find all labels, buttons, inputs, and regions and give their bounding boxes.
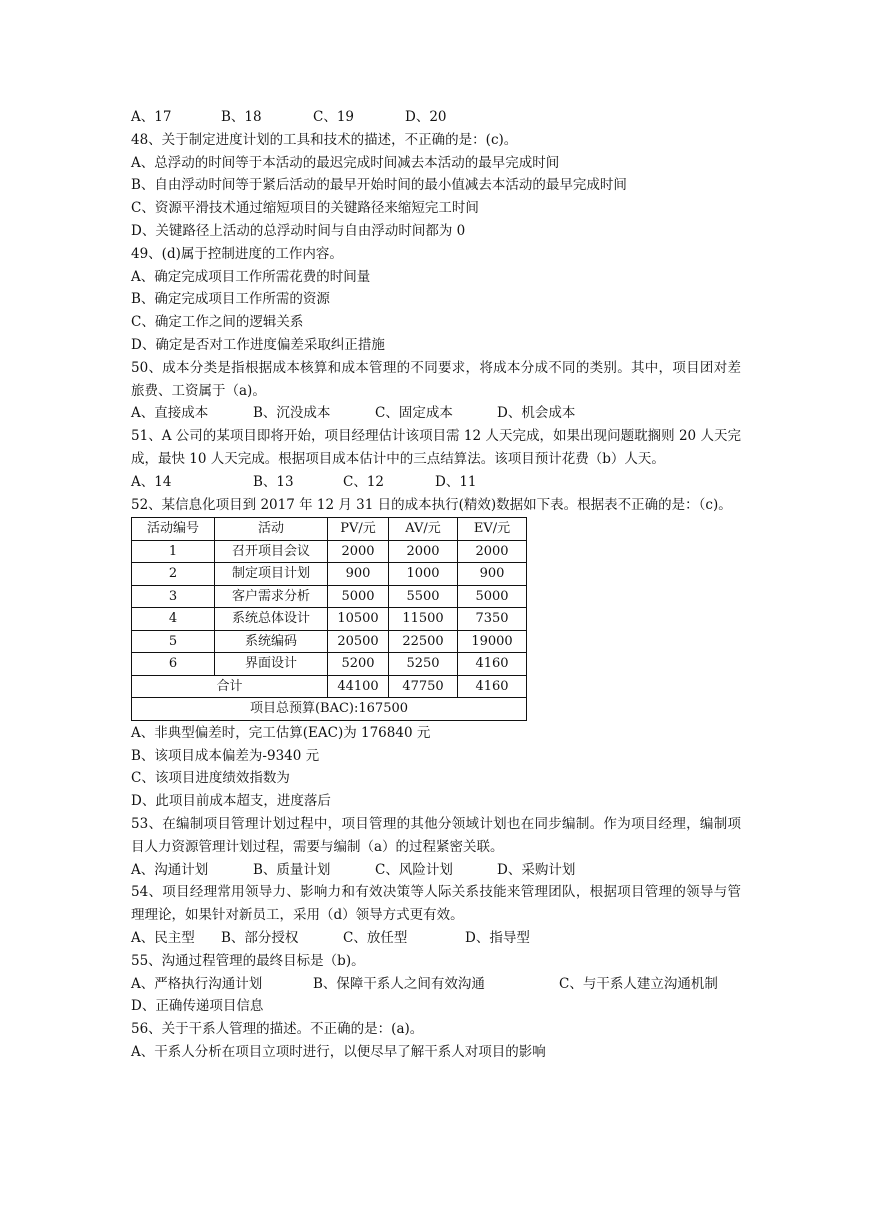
q52-option-b: B、该项目成本偏差为-9340 元 xyxy=(131,747,320,764)
cell: 客户需求分析 xyxy=(215,585,328,608)
q56-stem: 56、关于干系人管理的描述。不正确的是：(a)。 xyxy=(131,1021,424,1038)
cell: 5000 xyxy=(458,585,527,608)
q53-stem: 53、在编制项目管理计划过程中，项目管理的其他分领域计划也在同步编制。作为项目经理，编制项目人力资源管理计划过程，需要与编制（a）的过程紧密关联。 xyxy=(131,816,741,855)
q49-option-d: D、确定是否对工作进度偏差采取纠正措施 xyxy=(131,336,385,353)
header-pv: PV/元 xyxy=(328,518,389,541)
q53-options xyxy=(131,859,741,882)
option-b: B、13 xyxy=(253,473,294,490)
option-d: D、采购计划 xyxy=(497,861,576,878)
option-c: C、放任型 xyxy=(343,930,408,947)
table-row xyxy=(132,630,527,653)
option-b: B、质量计划 xyxy=(253,861,331,878)
total-pv: 44100 xyxy=(328,675,389,698)
table-row xyxy=(132,563,527,586)
cell: 1 xyxy=(132,540,215,563)
table-total-row xyxy=(132,675,527,698)
option-a: A、14 xyxy=(131,473,172,490)
cell: 22500 xyxy=(389,630,458,653)
q56-option-a: A、干系人分析在项目立项时进行，以便尽早了解干系人对项目的影响 xyxy=(131,1044,546,1060)
option-a: A、民主型 xyxy=(131,930,195,947)
cell: 4160 xyxy=(458,653,527,676)
table-row xyxy=(132,585,527,608)
cell: 900 xyxy=(328,563,389,586)
option-d: D、指导型 xyxy=(465,930,530,947)
total-ev: 4160 xyxy=(458,675,527,698)
cell: 召开项目会议 xyxy=(215,540,328,563)
document-page xyxy=(131,106,741,1064)
cell: 10500 xyxy=(328,608,389,631)
q51-options xyxy=(131,471,741,494)
cell: 6 xyxy=(132,653,215,676)
cell: 2000 xyxy=(328,540,389,563)
header-activity: 活动 xyxy=(215,518,328,541)
q49-option-a: A、确定完成项目工作所需花费的时间量 xyxy=(131,268,371,285)
table-budget-row xyxy=(132,698,527,721)
cell: 1000 xyxy=(389,563,458,586)
q55-option-d: D、正确传递项目信息 xyxy=(131,998,264,1015)
q49-stem: 49、(d)属于控制进度的工作内容。 xyxy=(131,245,343,262)
cell: 19000 xyxy=(458,630,527,653)
option-b: B、18 xyxy=(221,109,262,125)
option-d: D、机会成本 xyxy=(497,405,576,422)
q48-stem: 48、关于制定进度计划的工具和技术的描述，不正确的是：(c)。 xyxy=(131,131,518,148)
cell: 系统编码 xyxy=(215,630,328,653)
q48-option-c: C、资源平滑技术通过缩短项目的关键路径来缩短完工时间 xyxy=(131,200,479,217)
table-row xyxy=(132,653,527,676)
option-c: C、19 xyxy=(313,109,355,125)
q49-option-c: C、确定工作之间的逻辑关系 xyxy=(131,314,304,331)
cell: 900 xyxy=(458,563,527,586)
option-b: B、沉没成本 xyxy=(253,405,331,422)
header-activity-id: 活动编号 xyxy=(132,518,215,541)
q54-stem: 54、项目经理常用领导力、影响力和有效决策等人际关系技能来管理团队，根据项目管理的领导与管理理论，如果针对新员工，采用（d）领导方式更有效。 xyxy=(131,884,741,924)
q52-option-a: A、非典型偏差时，完工估算(EAC)为 176840 元 xyxy=(131,724,431,741)
cost-performance-table xyxy=(131,517,527,721)
cell: 5200 xyxy=(328,653,389,676)
cell: 5 xyxy=(132,630,215,653)
cell: 3 xyxy=(132,585,215,608)
cell: 2000 xyxy=(389,540,458,563)
header-ev: EV/元 xyxy=(458,518,527,541)
option-d: D、11 xyxy=(435,473,477,490)
option-d: D、20 xyxy=(405,109,447,125)
q51-stem: 51、A 公司的某项目即将开始，项目经理估计该项目需 12 人天完成，如果出现问题耽搁则 20 人天完成，最快 10 人天完成。根据项目成本估计中的三点结算法。该项目预计花费（b）人天。 xyxy=(131,428,741,467)
option-c: C、风险计划 xyxy=(375,861,453,878)
option-a: A、17 xyxy=(131,109,172,125)
table-row xyxy=(132,608,527,631)
cell: 界面设计 xyxy=(215,653,328,676)
cell: 5250 xyxy=(389,653,458,676)
total-label: 合计 xyxy=(132,675,328,698)
q52-option-d: D、此项目前成本超支，进度落后 xyxy=(131,793,331,810)
cell: 系统总体设计 xyxy=(215,608,328,631)
header-av: AV/元 xyxy=(389,518,458,541)
q48-option-b: B、自由浮动时间等于紧后活动的最早开始时间的最小值减去本活动的最早完成时间 xyxy=(131,177,627,194)
cell: 20500 xyxy=(328,630,389,653)
q48-option-d: D、关键路径上活动的总浮动时间与自由浮动时间都为 0 xyxy=(131,222,466,239)
q50-options xyxy=(131,402,741,425)
q54-options xyxy=(131,927,741,950)
option-a: A、沟通计划 xyxy=(131,861,209,878)
q48-option-a: A、总浮动的时间等于本活动的最迟完成时间减去本活动的最早完成时间 xyxy=(131,154,560,171)
cell: 7350 xyxy=(458,608,527,631)
q52-option-c: C、该项目进度绩效指数为 xyxy=(131,770,290,787)
option-c: C、固定成本 xyxy=(375,405,453,422)
total-av: 47750 xyxy=(389,675,458,698)
cell: 5500 xyxy=(389,585,458,608)
cell: 2 xyxy=(132,563,215,586)
table-row xyxy=(132,540,527,563)
q49-option-b: B、确定完成项目工作所需的资源 xyxy=(131,291,330,308)
cell: 5000 xyxy=(328,585,389,608)
cell: 2000 xyxy=(458,540,527,563)
cell: 4 xyxy=(132,608,215,631)
option-c: C、与干系人建立沟通机制 xyxy=(559,975,718,992)
option-a: A、直接成本 xyxy=(131,405,209,422)
option-a: A、严格执行沟通计划 xyxy=(131,975,263,992)
q47-options xyxy=(131,106,741,129)
cell: 11500 xyxy=(389,608,458,631)
total-budget: 项目总预算(BAC):167500 xyxy=(132,698,527,721)
table-header-row xyxy=(132,518,527,541)
cell: 制定项目计划 xyxy=(215,563,328,586)
option-c: C、12 xyxy=(343,473,385,490)
q55-stem: 55、沟通过程管理的最终目标是（b)。 xyxy=(131,952,365,969)
q55-options xyxy=(131,973,741,996)
q50-stem: 50、成本分类是指根据成本核算和成本管理的不同要求，将成本分成不同的类别。其中，项目团对差旅费、工资属于（a)。 xyxy=(131,359,741,399)
option-b: B、部分授权 xyxy=(221,930,299,947)
option-b: B、保障干系人之间有效沟通 xyxy=(313,975,485,992)
q52-stem: 52、某信息化项目到 2017 年 12 月 31 日的成本执行(精效)数据如下表。根据表不正确的是：（c)。 xyxy=(131,496,732,513)
